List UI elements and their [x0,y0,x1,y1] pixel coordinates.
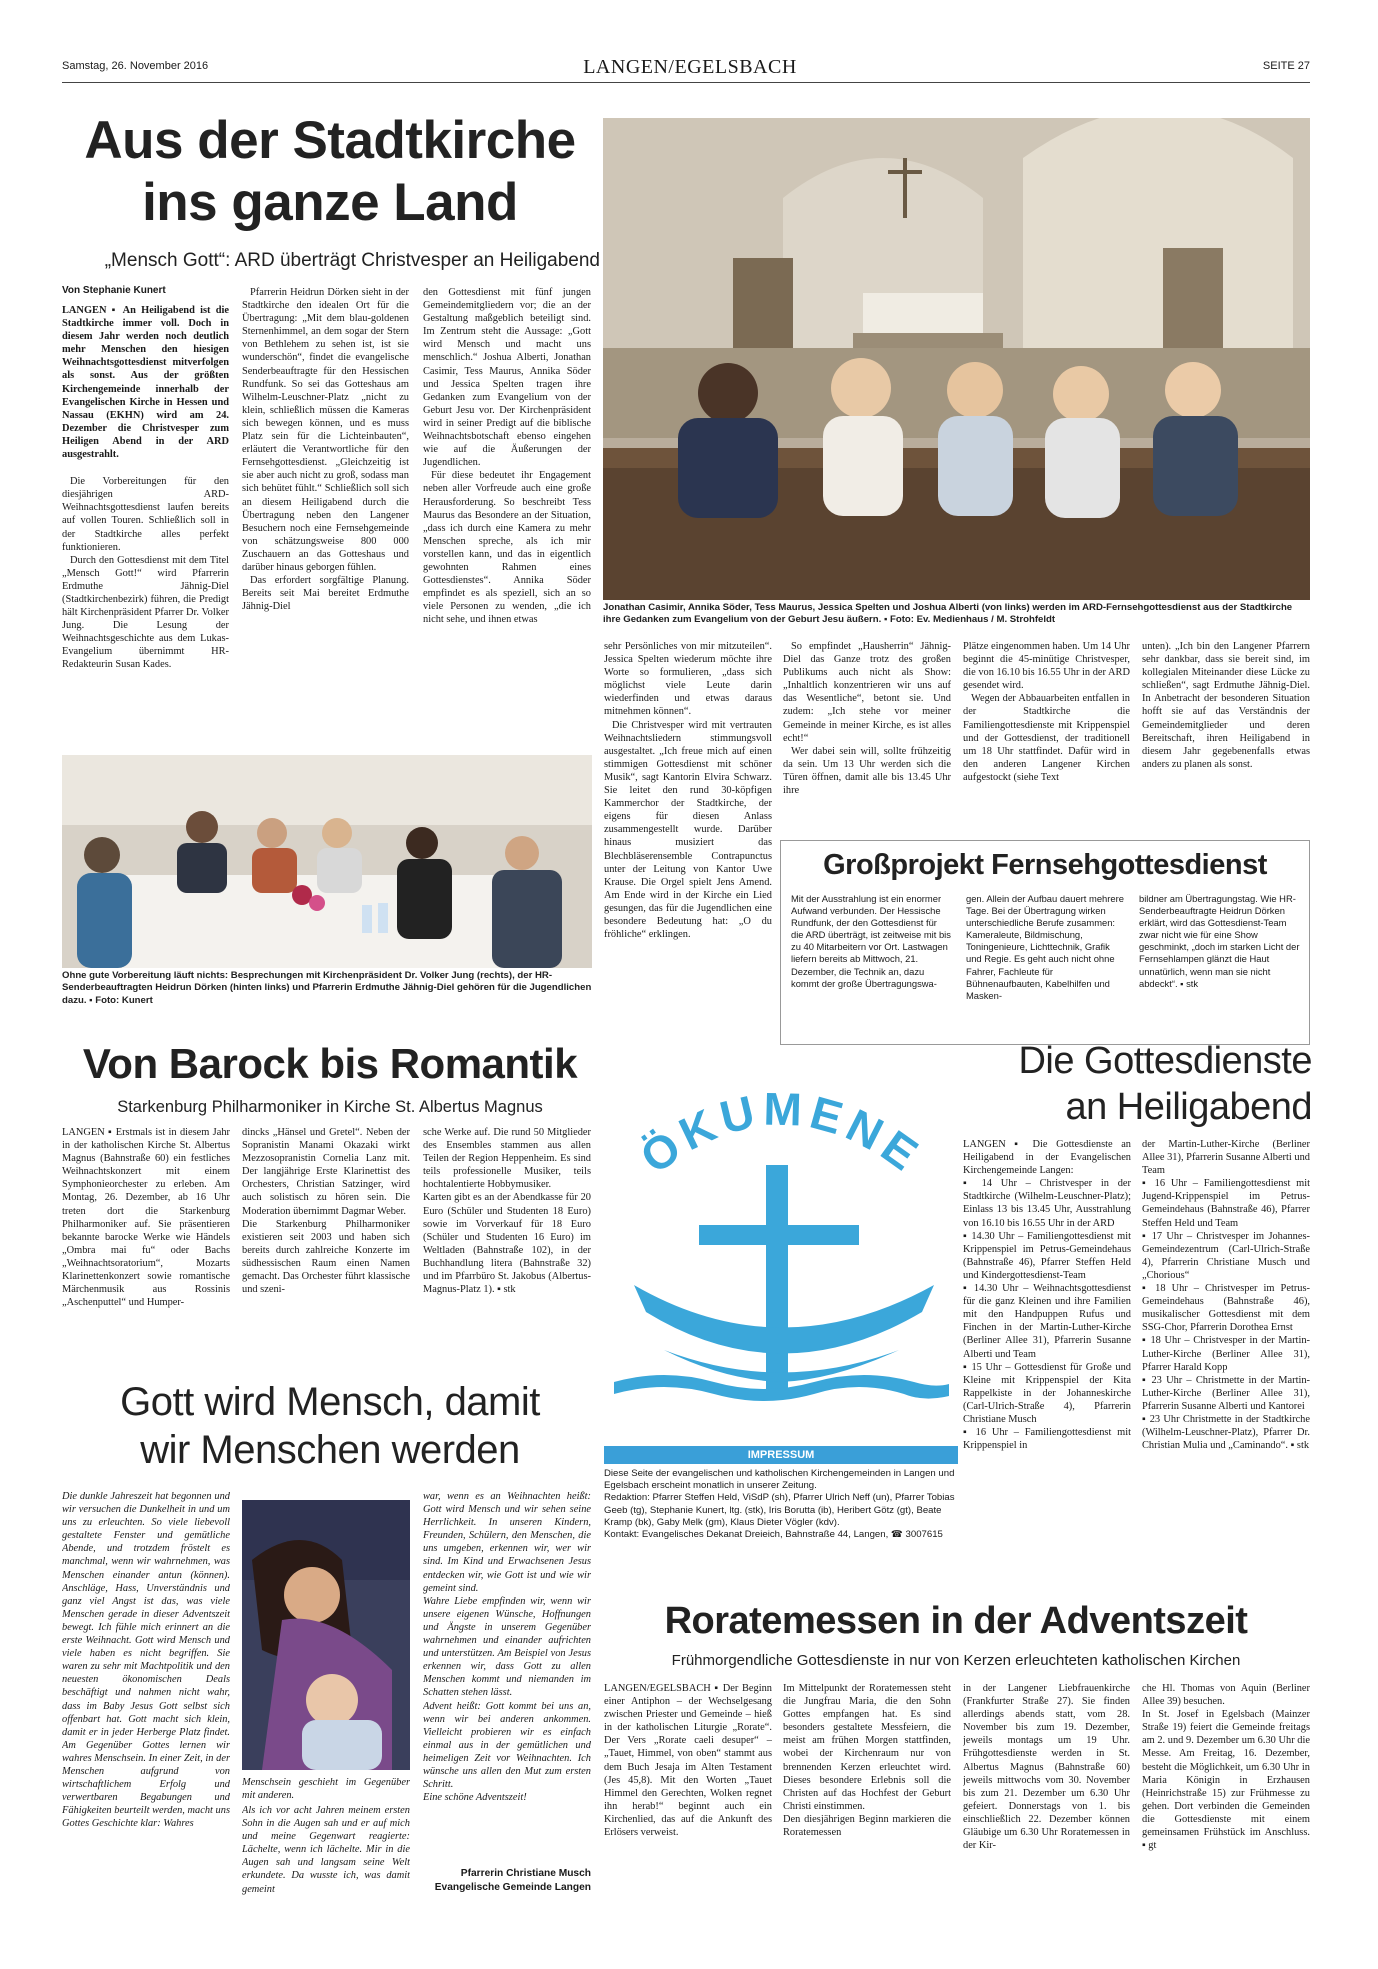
main-col6-p1: Plätze eingenommen haben. Um 14 Uhr beginnt die 45-minütige Christvesper, die von 16.10 bis 16.55 Uhr in der ARD gesendet wird. [963,641,1130,692]
main-col2-p2: Das erfordert sorgfältige Planung. Bereits seit Mai bereitet Erdmuthe Jähnig-Diel [242,575,409,613]
main-col1 [62,304,229,724]
main-col5-p2: Wer dabei sein will, sollte frühzeitig da sein. Um 13 Uhr werden sich die Türen öffnen, damit alle bis 13.45 Uhr ihre [783,745,951,797]
gottesdienste-headline-line2: an Heiligabend [1065,1086,1312,1128]
gott-signature-name: Pfarrerin Christiane Musch [460,1868,591,1879]
gott-signature-org: Evangelische Gemeinde Langen [434,1882,591,1893]
fernseh-box-title: Großprojekt Fernsehgottesdienst [823,849,1267,881]
gottesdienste-col1: LANGEN ▪ Die Gottesdienste an Heiligabend in der Evangelischen Kirchengemeinde Langen: ▪ 14 Uhr – Christvesper in der Stadtkirche (Wilhelm-Leuschner-Platz); Einlass 13 bis 13.45 Uhr, Ausstrahlung von 16.10 bis 16.55 Uhr in der ARD ▪ 14.30 Uhr – Familiengottesdienst mit Krippenspiel im Petrus-Gemeindehaus (Bahnstraße 46), Pfarrer Steffen Held und Kindergottesdienst-Team ▪ 14.30 Uhr – Weihnachtsgottesdienst für die ganz Kleinen und ihre Familien mit den Handpuppen Rufus und Finchen in der Martin-Luther-Kirche (Berliner Allee 31), Pfarrerin Susanne Alberti und Team ▪ 15 Uhr – Gottesdienst für Große und Kleine mit Krippenspiel der Kita Rappelkiste in der Johanneskirche (Carl-Ulrich-Straße 4), Pfarrerin Christiane Musch ▪ 16 Uhr – Familiengottesdienst mit Krippenspiel in [963,1139,1131,1452]
main-col3-p2: Für diese bedeutet ihr Engagement neben aller Vorfreude auch eine große Herausforderung. So beschreibt Tess Maurus das Besondere an der Situation, „dass ich durch eine Kamera zu mehr Menschen spreche, als ich mir vorstellen kann, und das in eigentlich gewohnten Rahmen eines Gottesdienstes“. Annika Söder empfindet es als speziell, sich an so viele Personen zu wenden, „die ich nicht sehe, und ihnen etwas [423,470,591,626]
barock-subhead: Starkenburg Philharmoniker in Kirche St. Albertus Magnus [117,1098,543,1116]
barock-headline: Von Barock bis Romantik [82,1040,578,1087]
main-col6 [963,640,1130,820]
main-col7 [1142,640,1310,820]
meeting-photo [62,755,592,968]
gottesdienste-col2: der Martin-Luther-Kirche (Berliner Allee 31), Pfarrerin Susanne Alberti und Team ▪ 16 Uhr – Familiengottesdienst mit Jugend-Krippenspiel im Petrus-Gemeindehaus (Bahnstraße 46), Pfarrer Steffen Held und Team ▪ 17 Uhr – Christvesper im Johannes-Gemeindezentrum (Carl-Ulrich-Straße 4), Pfarrerin Christiane Musch und „Chorious“ ▪ 18 Uhr – Christvesper im Petrus-Gemeindehaus (Bahnstraße 46), musikalischer Gottesdienst mit dem SSG-Chor, Pfarrerin Dorothea Ernst ▪ 18 Uhr – Christvesper in der Martin-Luther-Kirche (Berliner Allee 31), Pfarrer Harald Kopp ▪ 23 Uhr – Christmette in der Martin-Luther-Kirche (Berliner Allee 31), Pfarrerin Susanne Alberti und Kantorei ▪ 23 Uhr Christmette in der Stadtkirche (Wilhelm-Leuschner-Platz), Pfarrer Dr. Christian Mulia und „Caminando“. ▪ stk [1142,1139,1310,1452]
main-col5 [783,640,951,820]
church-youth-photo [603,118,1310,600]
main-col7-p1: unten). „Ich bin den Langener Pfarrern sehr dankbar, dass sie bereit sind, im kollegialen Miteinander diese Lücke zu schließen“, sagt Erdmuthe Jähnig-Diel. In Anbetracht der besonderen Situation hofft sie auf das Verständnis der Gemeindemitglieder und deren Bereitschaft, ihren Heiligabend in diesem Jahr gegebenenfalls etwas anders zu planen als sonst. [1142,641,1310,770]
meeting-photo-caption: Ohne gute Vorbereitung läuft nichts: Besprechungen mit Kirchenpräsident Dr. Volker Jung (rechts), der HR-Senderbeauftragten Heidrun Dörken (hinten links) und Pfarrerin Erdmuthe Jähnig-Diel gehören für die Jugendlichen dazu. ▪ Foto: Kunert [62,970,592,1006]
gott-col3: war, wenn es an Weihnachten heißt: Gott wird Mensch und wir sehen seine Herrlichkeit. In unseren Kindern, Freunden, Schülern, den Menschen, die uns umgeben, erkennen wir, wer wir sind. Im Kind und Erwachsenen Jesus entdecken wir, wie Gott ist und wie wir gemeint sind. Wahre Liebe empfinden wir, wenn wir unsere eigenen Wünsche, Hoffnungen und Ängste in unserem Gegenüber wahrnehmen und einander aufrichten und unterstützen. Am Beispiel von Jesus erkennen wir, dass Gott zu allen Menschen kommt und niemanden im Schatten stehen lässt. Advent heißt: Gott kommt bei uns an, wenn wir bei anderen ankommen. Vielleicht probieren wir es einfach einmal aus in der gemütlichen und heimeligen Zeit vor Weihnachten. Ich wünsche uns allen den Mut zum ersten Schritt. Eine schöne Adventszeit! [423,1491,591,1804]
main-headline-line2: ins ganze Land [142,173,518,232]
main-subhead: „Mensch Gott“: ARD überträgt Christvesper an Heiligabend [104,250,600,271]
main-col4-p2: Die Christvesper wird mit vertrauten Weihnachtsliedern stimmungsvoll ausgestaltet. „Ich freue mich auf einen stimmigen Gottesdienst mit schöner Musik“, sagt Kantorin Elvira Schwarz. Sie leitet den rund 30-köpfigen Kammerchor der Stadtkirche, der eigens für diesen Anlass zusammengestellt wurde. Darüber hinaus musiziert das Blechbläserensemble Contrapunctus unter der Leitung von Kantor Uwe Krause. Die Orgel spielt Jens Amend. Am Ende wird in der Kirche ein Lied gesungen, das für die Jugendlichen eine besondere Bedeutung hat: „O du fröhliche“ erklingen. [604,719,772,941]
header-rule [62,82,1310,83]
impressum-text: Diese Seite der evangelischen und katholischen Kirchengemeinden in Langen und Egelsbach erscheint monatlich in unserer Zeitung. Redaktion: Pfarrer Steffen Held, ViSdP (sh), Pfarrer Ulrich Neff (un), Pfarrer Tobias Geeb (tg), Stephanie Kunert, ltg. (stk), Iris Borutta (ib), Heribert Götz (gt), Beate Kramp (bk), Gaby Melk (gm), Klaus Dieter Vögler (kdv). Kontakt: Evangelisches Dekanat Dreieich, Bahnstraße 44, Langen, ☎ 3007615 [604,1468,955,1541]
gottesdienste-headline-line1: Die Gottesdienste [1018,1040,1312,1082]
gott-headline [60,1378,600,1474]
fernseh-box-col2: gen. Allein der Aufbau dauert mehrere Tage. Bei der Übertragung wirken unterschiedliche Berufe zusammen: Kameraleute, Bildmischung, Toningenieure, Lichttechnik, Grafik und Regie. Es geht auch nicht ohne Fahrer, Fachleute für Bühnenaufbauten, Kabelhilfen und Masken- [966,893,1124,1001]
header-section: LANGEN/EGELSBACH [583,56,797,78]
rorate-col1: LANGEN/EGELSBACH ▪ Der Beginn einer Antiphon – der Wechselgesang zwischen Priester und Gemeinde – hieß in der katholischen Liturgie „Rorate“. Der Vers „Rorate caeli desuper“ – „Tauet, Himmel, von oben“ stammt aus dem Buch Jesaja im Alten Testament (Jes 45,8). Mit den Worten „Tauet Himmel den Gerechten, Wolken regnet ihn herab!“ beginnt auch ein Kirchenlied, das auf die Ankunft des Erlösers verweist. [604,1683,772,1839]
gottesdienste-headline [962,1038,1312,1130]
mother-child-photo [242,1500,410,1770]
header-page: SEITE 27 [1262,60,1310,72]
fernseh-box [780,840,1310,1045]
rorate-col4: che Hl. Thomas von Aquin (Berliner Allee 39) besuchen. In St. Josef in Egelsbach (Mainzer Straße 19) feiert die Gemeinde freitags am 2. und 9. Dezember um 6.30 Uhr die Messe. Am Freitag, 16. Dezember, besteht die Möglichkeit, um 6.30 Uhr in Maria Königin in Erzhausen (Heinrichstraße 15) zur Frühmesse zu gehen. Dort verbinden die Gemeinden die Gottesdienste mit einem gemeinsamen Frühstück im Anschluss. ▪ gt [1142,1683,1310,1852]
barock-col2: dincks „Hänsel und Gretel“. Neben der Sopranistin Manami Okazaki wirkt Mezzosopranistin Cornelia Lanz mit. Der langjährige Erste Klarinettist des Orchesters, Christian Satzinger, wird auch solistisch zu hören sein. Die Moderation übernimmt Dagmar Weber. Die Starkenburg Philharmoniker existieren seit 2003 und haben sich bereits durch zahlreiche Konzerte im südhessischen Raum einen Namen gemacht. Das Orchester führt klassische und szeni- [242,1127,410,1296]
main-col1-p2: Durch den Gottesdienst mit dem Titel „Mensch Gott!“ wird Pfarrerin Erdmuthe Jähnig-Diel (Stadtkirchenbezirk) führen, die Predigt hält Kirchenpräsident Pfarrer Dr. Volker Jung. Die Lesung der Weihnachtsgeschichte aus dem Lukas-Evangelium übernimmt HR-Redakteurin Susan Kades. [62,554,229,671]
main-col4 [604,640,772,1040]
header-date: Samstag, 26. November 2016 [62,60,209,72]
barock-col3: sche Werke auf. Die rund 50 Mitglieder des Ensembles stammen aus allen Teilen der Region Heppenheim. Es sind teils professionelle Musiker, teils hochtalentierte Hobbymusiker. Karten gibt es an der Abendkasse für 20 Euro (Schüler und Studenten 18 Euro) sowie im Vorverkauf für 18 Euro (Schüler und Studenten 16 Euro) im Weltladen (Bahnstraße 102), in der Buchhandlung litera (Bahnstraße 32) und im Pfarrbüro St. Jakobus (Albertus-Magnus-Platz 1). ▪ stk [423,1127,591,1296]
fernseh-box-col1: Mit der Ausstrahlung ist ein enormer Aufwand verbunden. Der Hessische Rundfunk, der den Gottesdienst für die ARD überträgt, ist zeitweise mit bis zu 40 Mitarbeitern vor Ort. Lastwagen liefern bereits ab Mittwoch, 21. Dezember, die Technik an, dazu kommt der große Übertragungswa- [791,893,951,989]
gott-photo-caption: Menschsein geschieht im Gegenüber mit anderen. [242,1777,410,1802]
main-col2-p1: Pfarrerin Heidrun Dörken sieht in der Stadtkirche den idealen Ort für die Übertragung: „Mit dem blau-goldenen Sternenhimmel, an dem sogar der Stern von Bethlehem zu sehen ist, ist sie wunderschön“, findet die evangelische Senderbeauftragte für den Hessischen Rundfunk. So sei das Gotteshaus am Wilhelm-Leuschner-Platz „nicht zu klein, schließlich müssen die Kameras sich bewegen können, und es muss Platz sein für die Lichteinbauten“, erläutert die Verantwortliche für den Fernsehgottesdienst. „Gleichzeitig ist sie aber auch nicht zu groß, sodass man sich behütet fühlt.“ Schließlich soll sich an diesem Heiligabend durch die Übertragung neben den Langener Besuchern noch eine Fernsehgemeinde von schätzungsweise 800 000 Zuschauern an das Gotteshaus und darüber hinaus geborgen fühlen. [242,287,409,573]
church-photo-caption: Jonathan Casimir, Annika Söder, Tess Maurus, Jessica Spelten und Joshua Alberti (von links) werden im ARD-Fernsehgottesdienst aus der Stadtkirche ihre Gedanken zum Evangelium von der Geburt Jesu äußern. ▪ Foto: Ev. Medienhaus / M. Strohfeldt [603,602,1293,626]
main-col3 [423,286,591,726]
main-lead: LANGEN ▪ An Heiligabend ist die Stadtkirche immer voll. Doch in diesem Jahr werden noch deutlich mehr Menschen den hiesigen Weihnachtsgottesdienst mitverfolgen als sonst. Aus der größten Kirchengemeinde innerhalb der Evangelischen Kirche in Hessen und Nassau (EKHN) wird am 24. Dezember die Christvesper zum Heiligen Abend in der ARD ausgestrahlt. [62,305,229,461]
main-col3-p1: den Gottesdienst mit fünf jungen Gemeindemitgliedern vor; die an der Gestaltung maßgeblich beteiligt sind. Im Zentrum steht die Aussage: „Gott wird Mensch und macht uns menschlich.“ Joshua Alberti, Jonathan Casimir, Tess Maurus, Annika Söder und Jessica Spelten tragen ihre Gedanken zum Evangelium von der Geburt Jesu vor. Der Kirchenpräsident wird in seiner Predigt auf die biblische Weihnachtsbotschaft ebenso eingehen wie auf die Äußerungen der Jugendlichen. [423,287,591,469]
main-col2 [242,286,409,726]
gott-col2: Als ich vor acht Jahren meinem ersten Sohn in die Augen sah und er auf mich und meine Gegenwart reagierte: Lächelte, wenn ich lächelte. Mir in die Augen sah und langsam seine Welt erkundete. Da wusste ich, was damit gemeint [242,1805,410,1895]
gott-col1: Die dunkle Jahreszeit hat begonnen und wir versuchen die Dunkelheit in und um uns zu erleuchten. So viele liebevoll gestaltete Fenster und gemütliche Abende, und trotzdem fröstelt es manchmal, wenn wir wahrnehmen, was Menschen einander antun (können). Anschläge, Hass, Unverständnis und ganz viel Angst ist das, was viele Menschen gerade in dieser Adventszeit bewegt. Ich fühle mich erinnert an die erste Weihnacht. Gott wird Mensch und viele haben es nicht begriffen. Sie waren zu sehr mit Machtpolitik und den neuesten ökonomischen Deals beschäftigt und nahmen nicht wahr, dass im Baby Jesus Gott selbst sich offenbart hat. Gott macht sich klein, damit er in jeder Herberge Platz findet. Am Gegenüber Gottes lernen wir wahres Menschsein. In einer Zeit, in der Menschen aufgrund von wirtschaftlichem Erfolg und verwertbaren Begabungen und Fähigkeiten beurteilt werden, macht uns Gottes Geschichte klar: Wahres [62,1491,230,1830]
gott-headline-line1: Gott wird Mensch, damit [120,1380,540,1424]
oekumene-logo [604,1050,958,1430]
fernseh-box-col3: bildner am Übertragungstag. Wie HR-Senderbeauftragte Heidrun Dörken erklärt, wird das Gottesdienst-Team zwar nicht wie für eine Show geschminkt, „doch im starken Licht der Fernsehlampen glänzt die Haut unnatürlich, wenn man sie nicht abdeckt“. ▪ stk [1139,893,1300,989]
rorate-col2: Im Mittelpunkt der Roratemessen steht die Jungfrau Maria, die den Sohn Gottes empfangen hat. Es sind besonders gestaltete Messfeiern, die meist am frühen Morgen stattfinden, wobei der Kirchenraum nur von brennenden Kerzen erleuchtet wird. Dieses besondere Erlebnis soll die Christen auf das Hochfest der Geburt Christi einstimmen. Den diesjährigen Beginn markieren die Roratemessen [783,1683,951,1839]
rorate-subhead: Frühmorgendliche Gottesdienste in nur von Kerzen erleuchteten katholischen Kirchen [671,1652,1241,1669]
main-col4-p1: sehr Persönliches von mir mitzuteilen“. Jessica Spelten wiederum möchte ihre Worte so formulieren, „dass sich möglichst viele Leute darin wiederfinden und etwas daraus mitnehmen können“. [604,641,772,718]
main-headline [60,110,600,234]
main-col6-p2: Wegen der Abbauarbeiten entfallen in der Stadtkirche die Familiengottesdienste mit Krippenspiel und der Gottesdienst, der traditionell um 18 Uhr stattfindet. Dafür wird in den anderen Langener Kirchen aufgestockt (siehe Text [963,693,1130,783]
main-col5-p1: So empfindet „Hausherrin“ Jähnig-Diel das Ganze trotz des großen Publikums auch nicht als Show: „Inhaltlich konzentrieren wir uns auf das Wesentliche“, betont sie. Und zudem: „Ich stehe vor meiner Gemeinde in meiner Kirche, es ist alles echt!“ [783,641,951,744]
rorate-col3: in der Langener Liebfrauenkirche (Frankfurter Straße 27). Sie finden allerdings abends statt, vom 28. November bis zum 19. Dezember, jeweils montags um 19 Uhr. Frühgottesdienste werden in St. Albertus Magnus (Bahnstraße 60) jeweils mittwochs vom 30. November bis zum 21. Dezember um 6.30 Uhr gefeiert. Donnerstags von 1. bis einschließlich 22. Dezember können Gläubige um 6.30 Uhr Roratemessen in der Kir- [963,1683,1130,1852]
main-headline-line1: Aus der Stadtkirche [84,111,576,170]
barock-col1: LANGEN ▪ Erstmals ist in diesem Jahr in der katholischen Kirche St. Albertus Magnus (Bahnstraße 60) ein festliches Weihnachtskonzert mit einem Symphonieorchester zu erleben. Am Montag, 26. Dezember, ab 16 Uhr treten dort die Starkenburg Philharmoniker auf. Sie präsentieren bekannte barocke Werke wie Händels „Ombra mai fu“ oder Bachs „Weihnachtsoratorium“, Mozarts Klarinettenkonzert sowie romantische Märchenmusik aus Rossinis „Aschenputtel“ und Humper- [62,1127,230,1309]
main-col1-p1: Die Vorbereitungen für den diesjährigen ARD-Weihnachtsgottesdienst laufen bereits auf vollen Touren. Schließlich soll in der Stadtkirche alles perfekt funktionieren. [62,476,229,553]
main-byline: Von Stephanie Kunert [62,285,166,296]
oekumene-logo-text: ÖKUMENE [630,1082,933,1184]
rorate-headline: Roratemessen in der Adventszeit [664,1600,1248,1642]
impressum-label: IMPRESSUM [604,1446,958,1464]
gott-headline-line2: wir Menschen werden [140,1428,520,1472]
